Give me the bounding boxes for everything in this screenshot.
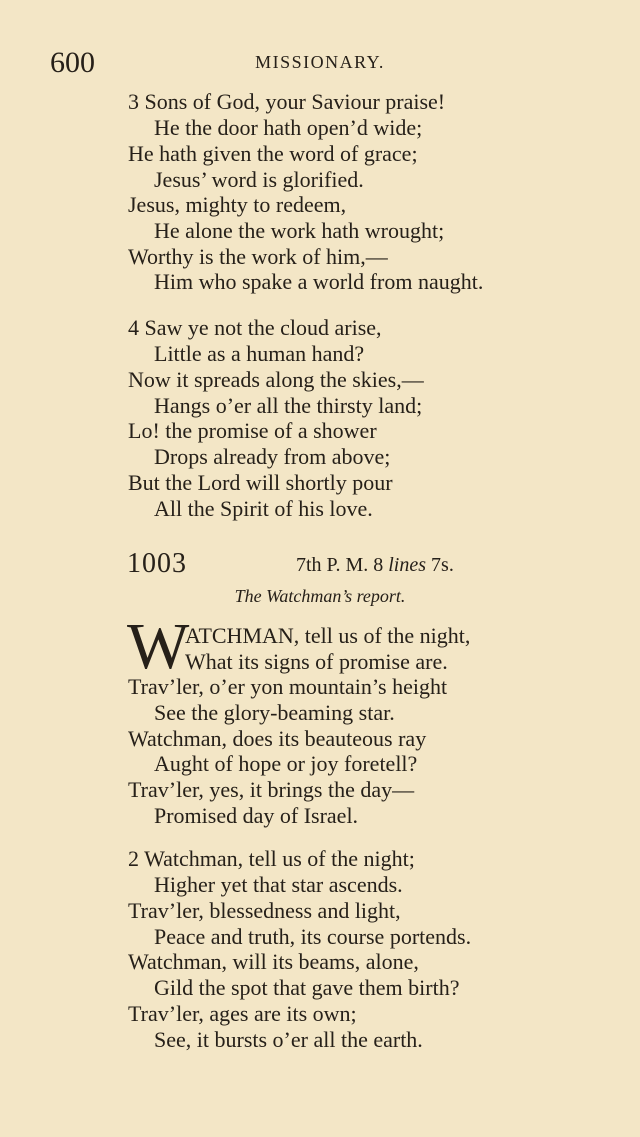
running-title: MISSIONARY. xyxy=(255,52,385,72)
meter-prefix: 7th P. M. 8 xyxy=(296,554,384,576)
verse-line: Trav’ler, yes, it brings the day— xyxy=(128,777,415,802)
page-number: 600 xyxy=(50,46,95,79)
verse-line: Drops already from above; xyxy=(154,444,391,469)
verse-line: Now it spreads along the skies,— xyxy=(128,367,424,392)
verse-line: He the door hath open’d wide; xyxy=(154,115,423,140)
meter-suffix: 7s. xyxy=(431,554,454,576)
verse-line: Peace and truth, its course portends. xyxy=(154,924,472,949)
verse-line: But the Lord will shortly pour xyxy=(128,470,393,495)
verse-line: Hangs o’er all the thirsty land; xyxy=(154,393,423,418)
verse-line: Trav’ler, ages are its own; xyxy=(128,1001,357,1026)
verse-line: Lo! the promise of a shower xyxy=(128,418,377,443)
hymn-meter xyxy=(296,553,454,577)
verse-line: Watchman, does its beauteous ray xyxy=(128,726,427,751)
verse-line: He alone the work hath wrought; xyxy=(154,218,445,243)
verse-line: Trav’ler, o’er yon mountain’s height xyxy=(128,674,448,699)
verse-line: 4 Saw ye not the cloud arise, xyxy=(128,315,382,340)
verse-line: Aught of hope or joy foretell? xyxy=(154,751,418,776)
verse-line: 2 Watchman, tell us of the night; xyxy=(128,846,415,871)
verse-line: All the Spirit of his love. xyxy=(154,496,373,521)
verse-line: See the glory-beaming star. xyxy=(154,700,395,725)
hymn-title: The Watchman’s report. xyxy=(234,586,406,606)
verse-line: Promised day of Israel. xyxy=(154,803,359,828)
verse-line: What its signs of promise are. xyxy=(185,649,448,674)
verse-line: Little as a human hand? xyxy=(154,341,365,366)
verse-line: Worthy is the work of him,— xyxy=(128,244,388,269)
verse-line: Jesus’ word is glorified. xyxy=(154,167,364,192)
verse-line: ATCHMAN, tell us of the night, xyxy=(185,623,471,648)
verse-line: Jesus, mighty to redeem, xyxy=(128,192,347,217)
meter-italic: lines xyxy=(388,554,427,576)
verse-line: Trav’ler, blessedness and light, xyxy=(128,898,401,923)
verse-line: Higher yet that star ascends. xyxy=(154,872,403,897)
drop-cap: W xyxy=(127,610,190,683)
verse-line: Gild the spot that gave them birth? xyxy=(154,975,460,1000)
verse-line: See, it bursts o’er all the earth. xyxy=(154,1027,423,1052)
verse-line: 3 Sons of God, your Saviour praise! xyxy=(128,89,446,114)
verse-line: Him who spake a world from naught. xyxy=(154,269,484,294)
hymn-number: 1003 xyxy=(127,548,187,579)
verse-line: He hath given the word of grace; xyxy=(128,141,418,166)
verse-line: Watchman, will its beams, alone, xyxy=(128,949,419,974)
